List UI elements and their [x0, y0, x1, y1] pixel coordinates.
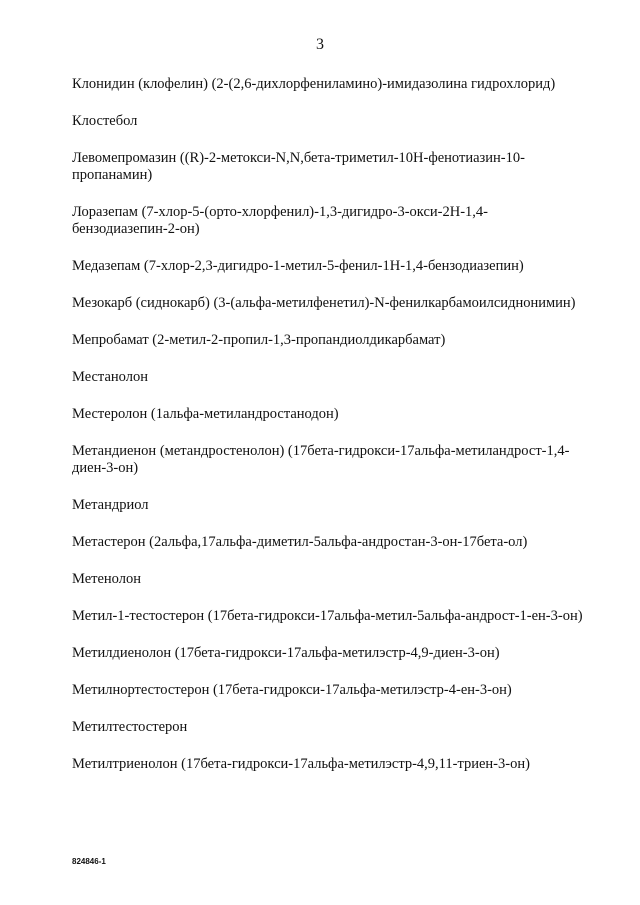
list-item: Лоразепам (7-хлор-5-(орто-хлорфенил)-1,3-дигидро-3-окси-2Н-1,4-бензодиазепин-2-он)	[72, 204, 489, 237]
list-item: Метил-1-тестостерон (17бета-гидрокси-17альфа-метил-5альфа-андрост-1-ен-3-он)	[72, 608, 583, 624]
list-item: Местеролон (1альфа-метиландростанодон)	[72, 406, 339, 422]
list-item: Левомепромазин ((R)-2-метокси-N,N,бета-триметил-10Н-фенотиазин-10-пропанамин)	[72, 150, 525, 183]
list-item: Метилтриенолон (17бета-гидрокси-17альфа-метилэстр-4,9,11-триен-3-он)	[72, 756, 530, 772]
list-item: Метилдиенолон (17бета-гидрокси-17альфа-метилэстр-4,9-диен-3-он)	[72, 645, 500, 661]
list-item: Клостебол	[72, 113, 138, 129]
list-item: Метилнортестостерон (17бета-гидрокси-17альфа-метилэстр-4-ен-3-он)	[72, 682, 512, 698]
list-item: Метандриол	[72, 497, 149, 513]
list-item: Местанолон	[72, 369, 148, 385]
page-number: 3	[316, 36, 324, 53]
list-item: Мезокарб (сиднокарб) (3-(альфа-метилфенетил)-N-фенилкарбамоилсиднонимин)	[72, 295, 576, 311]
list-item: Метилтестостерон	[72, 719, 188, 735]
list-item: Метастерон (2альфа,17альфа-диметил-5альфа-андростан-3-он-17бета-ол)	[72, 534, 528, 550]
substance-list	[72, 76, 592, 793]
list-item: Мепробамат (2-метил-2-пропил-1,3-пропандиолдикарбамат)	[72, 332, 446, 348]
list-item: Метандиенон (метандростенолон) (17бета-гидрокси-17альфа-метиландрост-1,4-диен-3-он)	[72, 443, 570, 476]
list-item: Метенолон	[72, 571, 141, 587]
list-item: Клонидин (клофелин) (2-(2,6-дихлорфениламино)-имидазолина гидрохлорид)	[72, 76, 556, 92]
document-code: 824846-1	[72, 857, 106, 866]
list-item: Медазепам (7-хлор-2,3-дигидро-1-метил-5-фенил-1Н-1,4-бензодиазепин)	[72, 258, 524, 274]
